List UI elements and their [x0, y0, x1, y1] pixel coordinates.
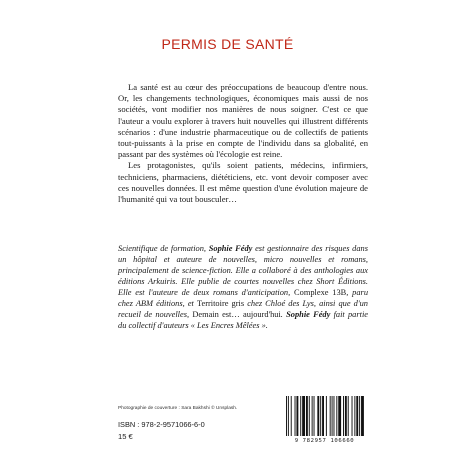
barcode-bar: [320, 396, 321, 436]
barcode-bar: [288, 396, 289, 436]
barcode-bar: [338, 396, 341, 436]
barcode-bar: [336, 396, 337, 436]
isbn: ISBN : 978-2-9571066-6-0: [118, 420, 205, 429]
author-name: Sophie Fédy: [286, 310, 331, 319]
book-title-3: Demain est… aujourd'hui: [192, 310, 281, 319]
barcode-bar: [361, 396, 364, 436]
barcode-bar: [343, 396, 344, 436]
barcode: [283, 396, 366, 443]
bio-text: , paru chez ABM éditions, et: [118, 288, 369, 308]
barcode-bar: [352, 396, 353, 436]
barcode-bar: [345, 396, 347, 436]
bio-text: fait partie du collectif d'auteurs « Les Encres Mêlées ».: [118, 310, 368, 330]
barcode-bar: [359, 396, 360, 436]
book-summary: [118, 82, 368, 205]
author-bio-text: [118, 243, 368, 331]
barcode-bar: [314, 396, 315, 436]
barcode-bar: [356, 396, 358, 436]
price: 15 €: [118, 432, 133, 441]
author-name: Sophie Fédy: [208, 244, 253, 253]
barcode-bar: [330, 396, 331, 436]
barcode-bar: [354, 396, 355, 436]
photo-credit: Photographie de couverture : Sara Bakhshi © Unsplash.: [118, 406, 238, 411]
bio-text: chez Chloé des Lys, ainsi que d'un recueil de nouvelles,: [118, 299, 368, 319]
author-bio: [118, 243, 368, 331]
bio-text: est gestionnaire des risques dans un hôpital et auteure de nouvelles, micro nouvelles et romans, principalement de science-fiction. Elle a collaboré à des anthologies aux éditions Arkuiris. Elle publie de courtes nouvelles chez Short Éditions. Elle est l'auteure de deux romans d'anticipation,: [118, 244, 368, 297]
summary-paragraph: Les protagonistes, qu'ils soient patients, médecins, infirmiers, techniciens, pharmaciens, diététiciens, etc. vont devoir composer avec ces nouvelles données. Il est même question d'une évolution majeure de l'humanité qui va tout bousculer…: [118, 160, 368, 205]
barcode-bar: [332, 396, 333, 436]
barcode-bar: [348, 396, 349, 436]
book-title-1: Complexe 13B: [294, 288, 347, 297]
barcode-bar: [300, 396, 301, 436]
barcode-number: 9 782957 106660: [283, 438, 366, 444]
barcode-bar: [312, 396, 313, 436]
barcode-graphic: [283, 396, 366, 438]
bio-text: Scientifique de formation,: [118, 244, 209, 253]
summary-paragraph: La santé est au cœur des préoccupations de beaucoup d'entre nous. Or, les changements technologiques, économiques mais aussi de nos sociétés, vont modifier nos manières de nous soigner. C'est ce que l'auteur a voulu explorer à travers huit nouvelles qui illustrent différents scénarios : d'une industrie pharmaceutique ou de collectifs de patients tout-puissants à la prise en compte de l'individu dans sa globalité, en passant par des systèmes où l'écologie est reine.: [118, 82, 368, 160]
barcode-bar: [295, 396, 296, 436]
barcode-bar: [306, 396, 308, 436]
barcode-bar: [326, 396, 327, 436]
book-title: PERMIS DE SANTÉ: [161, 36, 294, 52]
barcode-bar: [322, 396, 324, 436]
barcode-bar: [296, 396, 298, 436]
barcode-bar: [291, 396, 292, 436]
barcode-bar: [309, 396, 310, 436]
barcode-bar: [334, 396, 335, 436]
barcode-bar: [286, 396, 287, 436]
bio-text: .: [280, 310, 287, 319]
barcode-bar: [317, 396, 319, 436]
barcode-bar: [302, 396, 305, 436]
book-title-2: Territoire gris: [196, 299, 245, 308]
